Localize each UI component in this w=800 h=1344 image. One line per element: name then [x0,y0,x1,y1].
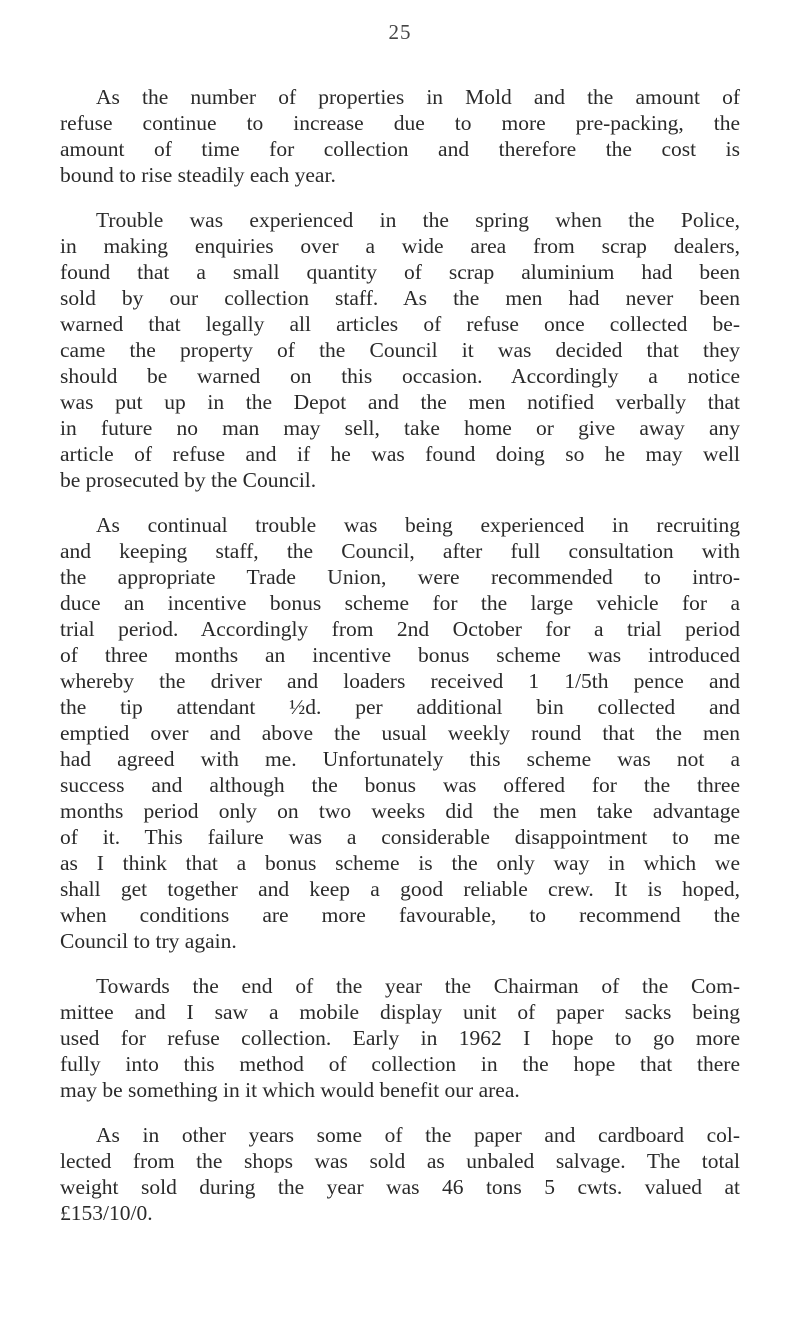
text-line: of three months an incentive bonus scheme was introduced [60,643,740,667]
text-line: duce an incentive bonus scheme for the large vehicle for a [60,591,740,615]
body-text [60,84,740,1245]
paragraph [60,84,740,188]
text-line: months period only on two weeks did the men take advantage [60,799,740,823]
text-line: and keeping staff, the Council, after full consultation with [60,539,740,563]
text-line: whereby the driver and loaders received 1 1/5th pence and [60,669,740,693]
text-line: refuse continue to increase due to more pre-packing, the [60,111,740,135]
paragraph [60,1122,740,1226]
text-line: as I think that a bonus scheme is the only way in which we [60,851,740,875]
text-line: was put up in the Depot and the men notified verbally that [60,390,740,414]
text-line: lected from the shops was sold as unbaled salvage. The total [60,1149,740,1173]
paragraph [60,207,740,493]
text-line: may be something in it which would benefit our area. [60,1078,520,1102]
text-line: amount of time for collection and therefore the cost is [60,137,740,161]
text-line: came the property of the Council it was decided that they [60,338,740,362]
text-line: As in other years some of the paper and cardboard col- [96,1123,740,1147]
text-line: used for refuse collection. Early in 1962 I hope to go more [60,1026,740,1050]
text-line: be prosecuted by the Council. [60,468,317,492]
text-line: mittee and I saw a mobile display unit of paper sacks being [60,1000,740,1024]
text-line: shall get together and keep a good reliable crew. It is hoped, [60,877,740,901]
text-line: article of refuse and if he was found doing so he may well [60,442,740,466]
text-line: the tip attendant ½d. per additional bin collected and [60,695,740,719]
text-line: of it. This failure was a considerable disappointment to me [60,825,740,849]
text-line: trial period. Accordingly from 2nd October for a trial period [60,617,740,641]
text-line: £153/10/0. [60,1201,153,1225]
text-line: Towards the end of the year the Chairman of the Com- [96,974,740,998]
text-line: the appropriate Trade Union, were recommended to intro- [60,565,740,589]
text-line: warned that legally all articles of refuse once collected be- [60,312,740,336]
text-line: found that a small quantity of scrap aluminium had been [60,260,740,284]
text-line: As the number of properties in Mold and the amount of [96,85,740,109]
text-line: sold by our collection staff. As the men had never been [60,286,740,310]
page-number: 25 [388,20,412,44]
text-line: Council to try again. [60,929,237,953]
text-line: Trouble was experienced in the spring when the Police, [96,208,740,232]
text-line: success and although the bonus was offered for the three [60,773,740,797]
paragraph [60,512,740,954]
text-line: fully into this method of collection in the hope that there [60,1052,740,1076]
text-line: should be warned on this occasion. Accordingly a notice [60,364,740,388]
text-line: As continual trouble was being experienced in recruiting [96,513,740,537]
text-line: when conditions are more favourable, to recommend the [60,903,740,927]
text-line: weight sold during the year was 46 tons 5 cwts. valued at [60,1175,740,1199]
text-line: in future no man may sell, take home or give away any [60,416,740,440]
text-line: bound to rise steadily each year. [60,163,336,187]
text-line: had agreed with me. Unfortunately this scheme was not a [60,747,740,771]
text-line: in making enquiries over a wide area from scrap dealers, [60,234,740,258]
text-line: emptied over and above the usual weekly round that the men [60,721,740,745]
paragraph [60,973,740,1103]
